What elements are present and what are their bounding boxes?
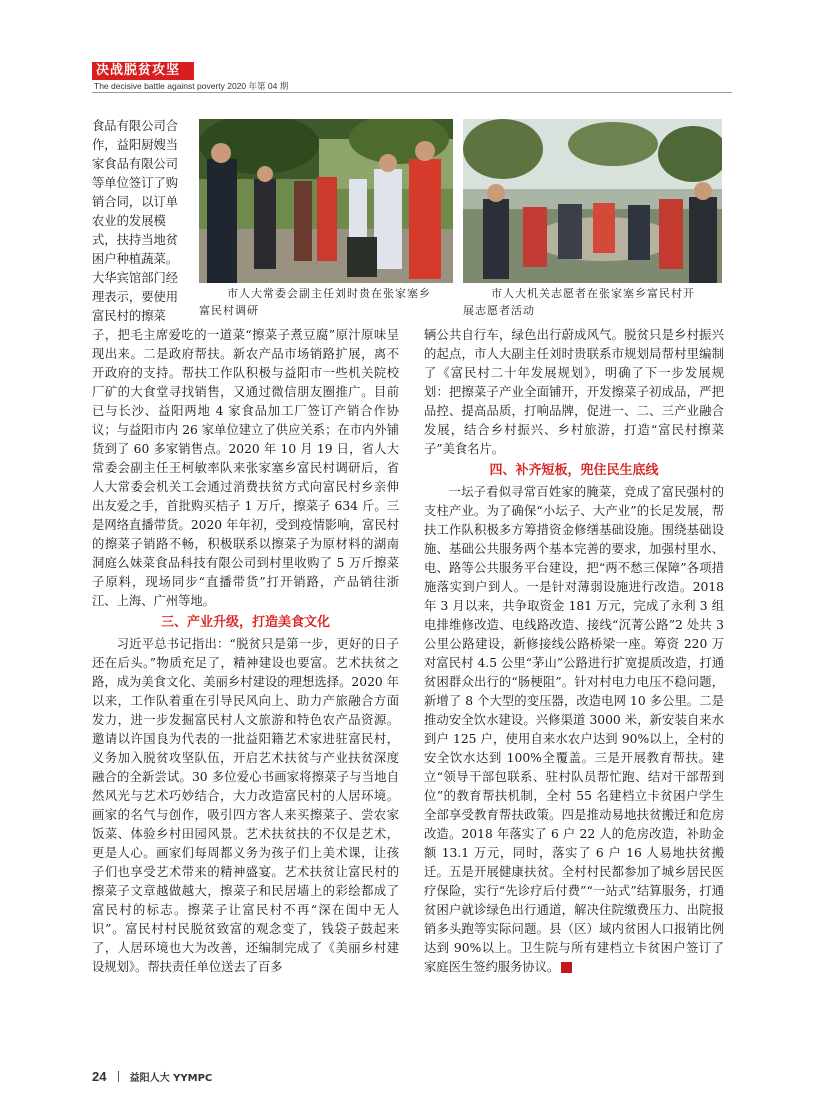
header-rule — [92, 92, 732, 93]
text-line: 等单位签订了购 — [92, 176, 179, 190]
page-number: 24 — [92, 1069, 107, 1084]
photo-right-caption — [463, 285, 725, 319]
text-line: 农业的发展模 — [92, 214, 166, 228]
paragraph: 辆公共自行车，绿色出行蔚成风气。脱贫只是乡村振兴的起点，市人大副主任刘时贵联系市规划局帮村里编制了《富民村二十年发展规划》，明确了下一步发展规划：把擦菜子产业全面铺开，开发擦菜子初成品，严把品控、提高品质，打响品牌，促进一、二、三产业融合发展，结合乡村振兴、乡村旅游，打造“富民村擦菜子”美食名片。 — [424, 328, 724, 456]
text-line: 大华宾馆部门经 — [92, 271, 179, 285]
photo-right — [463, 119, 722, 283]
paragraph: 习近平总书记指出：“脱贫只是第一步，更好的日子还在后头。”物质充足了，精神建设也要富。艺术扶贫之路，成为美食文化、美丽乡村建设的理想选择。2020 年以来，工作队着重在引导民风向上、助力产旅融合方面发力，进一步发掘富民村人文旅游和特色农产品资源。邀请以许国良为代表的一批益阳籍艺术家进驻富民村，义务加入脱贫攻坚队伍，开启艺术扶贫与产业扶贫深度融合的全新尝试。30 多位爱心书画家将擦菜子与当地自然风光与艺术巧妙结合，大力改造富民村的人居环境。画家的名气与创作，吸引四方客人来买擦菜子、尝农家饭菜、体验乡村田园风景。艺术扶贫扶的不仅是艺术，更是人心。画家们每周都义务为孩子们上美术课，让孩子们也享受艺术带来的精神盛宴。艺术扶贫让富民村的擦菜子文章越做越大，擦菜子和民居墙上的彩绘都成了富民村的标志。擦菜子让富民村不再“深在闺中无人识”。富民村村民脱贫致富的观念变了，钱袋子鼓起来了，人居环境也大为改善，还编制完成了《美丽乡村建设规划》。帮扶责任单位送去了百多 — [92, 637, 399, 974]
caption-line: 市人大常委会副主任刘时贵在张家塞乡 — [227, 287, 431, 300]
photo-left — [199, 119, 453, 283]
text-line: 困户种植蔬菜。 — [92, 252, 179, 266]
right-column — [424, 326, 724, 977]
footer-divider — [118, 1071, 119, 1082]
footer — [92, 1066, 212, 1085]
publication-name: 益阳人大 YYMPC — [129, 1073, 213, 1084]
caption-line: 市人大机关志愿者在张家塞乡富民村开 — [491, 287, 695, 300]
left-column — [92, 326, 399, 977]
section-banner: 决战脱贫攻坚 — [92, 62, 194, 80]
caption-line: 富民村调研 — [199, 304, 259, 317]
caption-line: 展志愿者活动 — [463, 304, 535, 317]
text-line: 食品有限公司合 — [92, 119, 179, 133]
text-line: 作，益阳厨嫂当 — [92, 138, 179, 152]
photo-left-caption — [199, 285, 457, 319]
text-line: 销合同，以订单 — [92, 195, 179, 209]
left-narrow-text — [92, 117, 190, 326]
text-line: 家食品有限公司 — [92, 157, 179, 171]
text-line: 式，扶持当地贫 — [92, 233, 179, 247]
end-mark-icon: 文 — [561, 962, 572, 973]
text-line: 富民村的擦菜 — [92, 309, 166, 323]
text-line: 理表示，要使用 — [92, 290, 179, 304]
section-heading-3: 三、产业升级，打造美食文化 — [160, 615, 330, 630]
issue-subtitle: The decisive battle against poverty 2020 年第 04 期 — [94, 81, 289, 91]
section-heading-4: 四、补齐短板，兜住民生底线 — [489, 463, 659, 478]
paragraph: 子，把毛主席爱吃的一道菜“擦菜子煮豆腐”原汁原味呈现出来。二是政府帮扶。新农产品市场销路扩展，离不开政府的支持。帮扶工作队积极与益阳市一些机关院校厂矿的大食堂寻找销售，又通过微信朋友圈推广。目前已与长沙、益阳两地 4 家食品加工厂签订产销合作协议；与益阳市内 26 家单位建立了供应关系；在市内外铺货到了 60 多家销售点。2020 年 10 月 19 日，省人大常委会副主任王柯敏率队来张家塞乡富民村调研后，省人大常委会机关工会通过消费扶贫方式向富民村乡亲伸出友爱之手，首批购买桔子 1 万斤，擦菜子 634 斤。三是网络直播带货。2020 年年初，受到疫情影响，富民村的擦菜子销路不畅，积极联系以擦菜子为原材料的湖南洞庭么妹菜食品科技有限公司到村里收购了 5 万斤擦菜子原料，现场同步“直播带货”打开销路，产品销往浙江、上海、广州等地。 — [92, 328, 399, 608]
paragraph: 一坛子看似寻常百姓家的腌菜，竞成了富民强村的支柱产业。为了确保“小坛子、大产业”的长足发展，帮扶工作队积极多方筹措资金修缮基础设施。围绕基础设施、基础公共服务两个基本完善的要求，加强村里水、电、路等公共服务平台建设，把“两不愁三保障”各项措施落实到户到人。一是针对薄弱设施进行改造。2018 年 3 月以来，共争取资金 181 万元，完成了永利 3 组电排维修改造、电线路改造、接线“沉菁公路”2 处共 3 公里公路建设，新修接线公路桥梁一座。筹资 220 万对富民村 4.5 公里“茅山”公路进行扩宽提质改造，打通贫困群众出行的“肠梗阻”。针对村电力电压不稳问题，新增了 8 个大型的变压器，改造电网 10 多公里。二是推动安全饮水建设。兴修渠道 3000 米，新安装自来水到户 125 户，使用自来水农户达到 90%以上，全村的安全饮水达到 100%全覆盖。三是开展教育帮扶。建立“领导干部包联系、驻村队员帮忙跑、结对干部帮到位”的教育帮扶机制，全村 55 名建档立卡贫困户学生全部享受教育帮扶政策。四是推动易地扶贫搬迁和危房改造。2018 年落实了 6 户 22 人的危房改造，补助金额 13.1 万元，同时，落实了 6 户 16 人易地扶贫搬迁。五是开展健康扶贫。全村村民都参加了城乡居民医疗保险，实行“先诊疗后付费”“一站式”结算服务，打通贫困户就诊绿色出行通道，解决住院缴费压力、出院报销多头跑等实际问题。县（区）域内贫困人口报销比例达到 90%以上。卫生院与所有建档立卡贫困户签订了家庭医生签约服务协议。 — [424, 485, 724, 974]
